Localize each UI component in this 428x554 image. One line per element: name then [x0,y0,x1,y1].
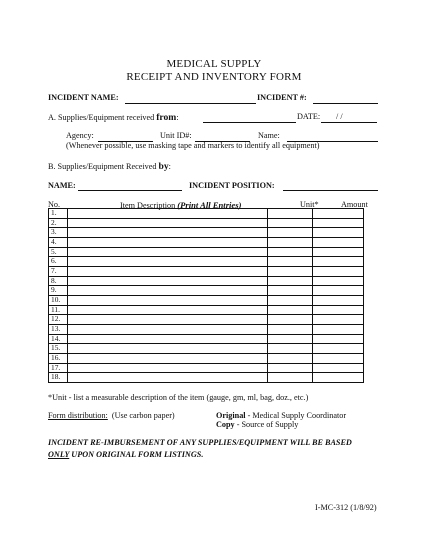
unit-cell[interactable] [268,276,313,286]
row-number: 2. [49,218,68,228]
table-row [49,247,364,257]
row-number: 10. [49,296,68,306]
amount-cell[interactable] [313,267,364,277]
table-row [49,276,364,286]
item-description-cell[interactable] [68,354,268,364]
date-slashes: / / [336,112,343,121]
received-from-field[interactable] [203,122,296,123]
row-number: 17. [49,363,68,373]
col-header-amount: Amount [341,200,368,209]
section-b-text: B. Supplies/Equipment Received [48,162,159,171]
table-row [49,218,364,228]
unit-cell[interactable] [268,334,313,344]
table-row [49,334,364,344]
row-number: 8. [49,276,68,286]
table-row [49,209,364,219]
incident-number-field[interactable] [313,103,378,104]
item-description-cell[interactable] [68,296,268,306]
reimbursement-line1: INCIDENT RE-IMBURSEMENT OF ANY SUPPLIES/EQUIPMENT WILL BE BASED [48,438,352,447]
table-row [49,286,364,296]
item-description-cell[interactable] [68,276,268,286]
amount-cell[interactable] [313,296,364,306]
amount-cell[interactable] [313,363,364,373]
table-row [49,325,364,335]
section-a-text: A. Supplies/Equipment received [48,113,157,122]
items-table [48,208,364,383]
section-b-colon: : [168,162,171,171]
table-row [49,373,364,383]
row-number: 11. [49,305,68,315]
unit-cell[interactable] [268,247,313,257]
item-description-cell[interactable] [68,363,268,373]
amount-cell[interactable] [313,238,364,248]
table-row [49,363,364,373]
copy-label: Copy [216,420,235,429]
amount-cell[interactable] [313,305,364,315]
item-description-cell[interactable] [68,286,268,296]
amount-cell[interactable] [313,286,364,296]
item-description-cell[interactable] [68,228,268,238]
row-number: 3. [49,228,68,238]
unit-cell[interactable] [268,354,313,364]
row-number: 9. [49,286,68,296]
agency-label: Agency: [66,131,94,140]
unit-cell[interactable] [268,373,313,383]
incident-name-field[interactable] [125,103,256,104]
section-b-label [48,161,171,172]
amount-cell[interactable] [313,344,364,354]
row-number: 7. [49,267,68,277]
distribution-original [216,411,346,420]
item-description-cell[interactable] [68,218,268,228]
carbon-paper-note: (Use carbon paper) [111,411,175,420]
form-distribution [48,411,175,420]
row-number: 1. [49,209,68,219]
item-description-cell[interactable] [68,373,268,383]
row-number: 18. [49,373,68,383]
table-row [49,257,364,267]
b-name-label: NAME: [48,181,76,190]
unit-cell[interactable] [268,238,313,248]
form-distribution-label: Form distribution: [48,411,108,420]
row-number: 13. [49,325,68,335]
unit-cell[interactable] [268,257,313,267]
amount-cell[interactable] [313,247,364,257]
unit-cell[interactable] [268,363,313,373]
original-text: - Medical Supply Coordinator [245,411,347,420]
unit-cell[interactable] [268,267,313,277]
description-header-text: Item Description [120,201,176,210]
unit-cell[interactable] [268,296,313,306]
item-description-cell[interactable] [68,238,268,248]
date-field[interactable] [321,122,377,123]
table-row [49,267,364,277]
unit-footnote: *Unit - list a measurable description of the item (gauge, gm, ml, bag, doz., etc.) [48,393,309,402]
unit-cell[interactable] [268,305,313,315]
incident-position-label: INCIDENT POSITION: [189,181,275,190]
section-a-label [48,112,179,123]
row-number: 5. [49,247,68,257]
table-row [49,305,364,315]
unit-cell[interactable] [268,228,313,238]
amount-cell[interactable] [313,315,364,325]
b-name-field[interactable] [78,190,182,191]
a-name-label: Name: [258,131,280,140]
reimbursement-only: ONLY [48,450,70,459]
table-row [49,238,364,248]
amount-cell[interactable] [313,325,364,335]
reimbursement-line2 [48,450,203,459]
distribution-copy [216,420,298,429]
col-header-no: No. [48,200,61,209]
incident-number-label: INCIDENT #: [257,93,307,102]
row-number: 16. [49,354,68,364]
row-number: 6. [49,257,68,267]
item-description-cell[interactable] [68,325,268,335]
row-number: 4. [49,238,68,248]
unit-cell[interactable] [268,286,313,296]
item-description-cell[interactable] [68,334,268,344]
table-row [49,354,364,364]
row-number: 15. [49,344,68,354]
amount-cell[interactable] [313,218,364,228]
unit-cell[interactable] [268,344,313,354]
masking-tape-note: (Whenever possible, use masking tape and markers to identify all equipment) [66,141,320,150]
row-number: 14. [49,334,68,344]
section-a-colon: : [176,113,179,122]
item-description-cell[interactable] [68,247,268,257]
amount-cell[interactable] [313,276,364,286]
table-row [49,296,364,306]
row-number: 12. [49,315,68,325]
form-title-line2: RECEIPT AND INVENTORY FORM [126,71,302,83]
item-description-cell[interactable] [68,315,268,325]
copy-text: - Source of Supply [234,420,299,429]
section-b-by: by [158,161,169,172]
item-description-cell[interactable] [68,305,268,315]
amount-cell[interactable] [313,354,364,364]
form-title-line1: MEDICAL SUPPLY [166,58,262,70]
reimbursement-rest: UPON ORIGINAL FORM LISTINGS. [69,450,204,459]
incident-position-field[interactable] [283,190,378,191]
table-row [49,228,364,238]
amount-cell[interactable] [313,209,364,219]
item-description-cell[interactable] [68,257,268,267]
item-description-cell[interactable] [68,344,268,354]
amount-cell[interactable] [313,228,364,238]
incident-name-label: INCIDENT NAME: [48,93,119,102]
item-description-cell[interactable] [68,267,268,277]
unit-cell[interactable] [268,315,313,325]
unit-cell[interactable] [268,209,313,219]
amount-cell[interactable] [313,373,364,383]
table-row [49,344,364,354]
section-a-from: from [156,112,177,123]
unit-id-label: Unit ID#: [160,131,192,140]
item-description-cell[interactable] [68,209,268,219]
unit-cell[interactable] [268,218,313,228]
print-all-entries-note: (Print All Entries) [177,200,242,210]
amount-cell[interactable] [313,334,364,344]
amount-cell[interactable] [313,257,364,267]
form-id: I-MC-312 (1/8/92) [315,503,377,512]
unit-cell[interactable] [268,325,313,335]
col-header-unit: Unit* [300,200,319,209]
date-label: DATE: [297,112,321,121]
original-label: Original [216,411,246,420]
table-row [49,315,364,325]
